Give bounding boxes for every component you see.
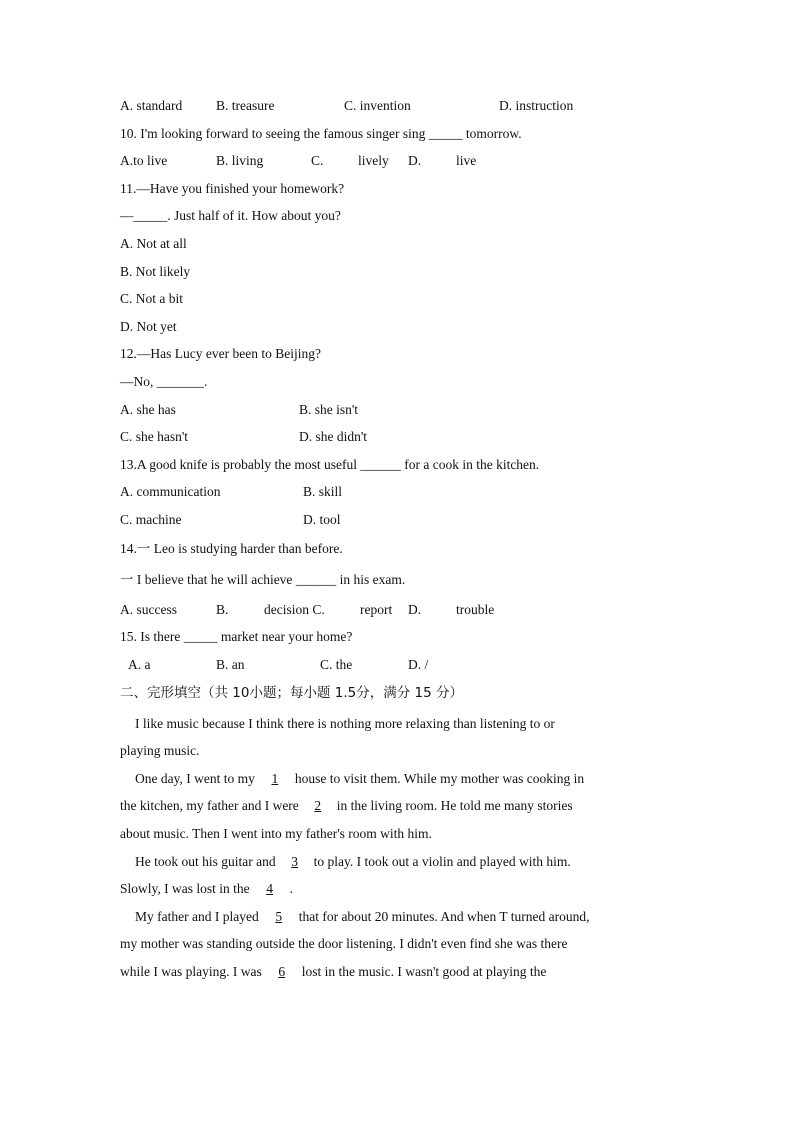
question-11-option-d: D. Not yet bbox=[120, 319, 177, 334]
text-segment: the kitchen, my father and I were bbox=[120, 798, 299, 813]
blank-1: 1 bbox=[271, 771, 279, 786]
option-a: A. success bbox=[120, 602, 177, 617]
option-d: D. instruction bbox=[499, 98, 574, 113]
question-11-stem: 11.—Have you finished your homework? bbox=[120, 181, 345, 196]
question-11-option-b: B. Not likely bbox=[120, 264, 191, 279]
option-a: A. communication bbox=[120, 484, 221, 499]
passage-p3-line2 bbox=[120, 880, 293, 898]
option-b: B. living bbox=[216, 153, 264, 168]
text-segment: house to visit them. While my mother was cooking in bbox=[294, 771, 585, 786]
option-b: B. an bbox=[216, 657, 245, 672]
text-segment: Slowly, I was lost in the bbox=[120, 881, 250, 896]
blank-4: 4 bbox=[266, 881, 273, 896]
option-c-text: lively bbox=[358, 153, 389, 168]
option-d-label: D. bbox=[408, 153, 422, 168]
passage-p4-line1 bbox=[135, 908, 590, 926]
text-segment: My father and I played bbox=[135, 909, 259, 924]
option-c: C. machine bbox=[120, 512, 182, 527]
passage-p4-line3 bbox=[120, 963, 546, 981]
blank-2: 2 bbox=[314, 798, 322, 813]
option-d: D. tool bbox=[303, 512, 341, 527]
question-13-stem: 13.A good knife is probably the most useful ______ for a cook in the kitchen. bbox=[120, 457, 540, 472]
option-a: A. she has bbox=[120, 402, 176, 417]
option-b-text-c-label: decision C. bbox=[264, 602, 325, 617]
option-c: C. the bbox=[320, 657, 353, 672]
option-a: A.to live bbox=[120, 153, 168, 168]
option-c: C. she hasn't bbox=[120, 429, 189, 444]
option-c-text: report bbox=[360, 602, 393, 617]
blank-5: 5 bbox=[275, 909, 283, 924]
passage-p2-line3: about music. Then I went into my father's room with him. bbox=[120, 826, 432, 841]
question-10-stem: 10. I'm looking forward to seeing the famous singer sing _____ tomorrow. bbox=[120, 126, 522, 141]
option-d-text: trouble bbox=[456, 602, 495, 617]
option-d: D. she didn't bbox=[299, 429, 368, 444]
text-segment: to play. I took out a violin and played with him. bbox=[313, 854, 571, 869]
option-c: C. invention bbox=[344, 98, 411, 113]
section-2-heading: 二、完形填空（共 10小题；每小题 1.5分，满分 15 分） bbox=[120, 685, 463, 701]
question-11-option-a: A. Not at all bbox=[120, 236, 187, 251]
text-segment: lost in the music. I wasn't good at playing the bbox=[301, 964, 547, 979]
passage-p3-line1 bbox=[135, 853, 571, 871]
text-segment: while I was playing. I was bbox=[120, 964, 262, 979]
question-12-reply: —No, _______. bbox=[120, 374, 208, 389]
question-15-stem: 15. Is there _____ market near your home? bbox=[120, 629, 353, 644]
blank-3: 3 bbox=[291, 854, 298, 869]
text-segment: that for about 20 minutes. And when T turned around, bbox=[298, 909, 590, 924]
option-b: B. skill bbox=[303, 484, 343, 499]
text-segment: in the living room. He told me many stories bbox=[336, 798, 573, 813]
passage-p1-line1: I like music because I think there is nothing more relaxing than listening to or bbox=[135, 716, 555, 731]
option-b-label: B. bbox=[216, 602, 229, 617]
option-c-label: C. bbox=[311, 153, 324, 168]
option-d-label: D. bbox=[408, 602, 422, 617]
option-d-text: live bbox=[456, 153, 477, 168]
option-b: B. she isn't bbox=[299, 402, 359, 417]
passage-p1-line2: playing music. bbox=[120, 743, 200, 758]
question-11-reply: —_____. Just half of it. How about you? bbox=[120, 208, 341, 223]
passage-p4-line2: my mother was standing outside the door listening. I didn't even find she was there bbox=[120, 936, 568, 951]
question-14-reply: 一 I believe that he will achieve ______ in his exam. bbox=[120, 572, 406, 587]
passage-p2-line1 bbox=[135, 770, 584, 788]
option-a: A. a bbox=[128, 657, 151, 672]
blank-6: 6 bbox=[278, 964, 286, 979]
text-segment: One day, I went to my bbox=[135, 771, 255, 786]
option-a: A. standard bbox=[120, 98, 183, 113]
option-b: B. treasure bbox=[216, 98, 275, 113]
option-d: D. / bbox=[408, 657, 429, 672]
question-14-stem: 14.一 Leo is studying harder than before. bbox=[120, 541, 343, 556]
question-11-option-c: C. Not a bit bbox=[120, 291, 183, 306]
question-12-stem: 12.—Has Lucy ever been to Beijing? bbox=[120, 346, 321, 361]
text-segment: He took out his guitar and bbox=[135, 854, 276, 869]
passage-p2-line2 bbox=[120, 797, 573, 815]
text-segment: . bbox=[289, 881, 293, 896]
